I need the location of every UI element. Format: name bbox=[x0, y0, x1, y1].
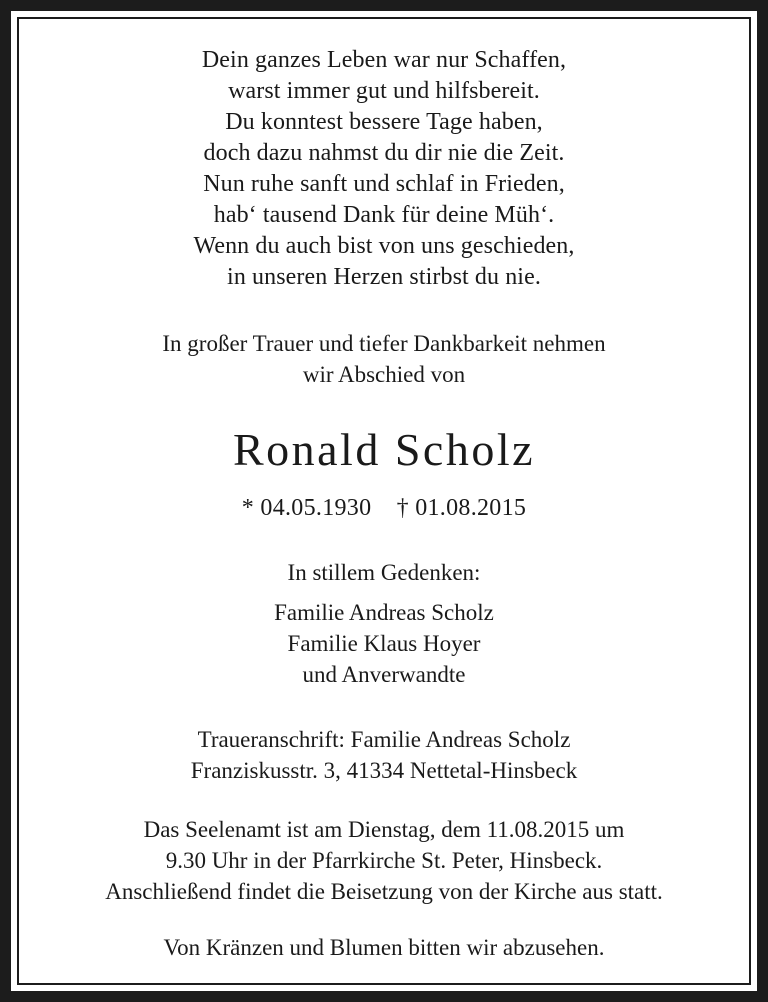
address-line: Franziskusstr. 3, 41334 Nettetal-Hinsbeck bbox=[190, 758, 578, 784]
poem-line: Du konntest bessere Tage haben, bbox=[225, 109, 543, 135]
mourner-line: Familie Andreas Scholz bbox=[274, 599, 494, 625]
mourner-line: und Anverwandte bbox=[302, 661, 466, 687]
condolence-address bbox=[191, 724, 577, 786]
funeral-service-details bbox=[105, 814, 663, 907]
mourning-intro bbox=[162, 328, 605, 390]
life-dates: * 04.05.1930 † 01.08.2015 bbox=[241, 495, 527, 522]
poem-line: doch dazu nahmst du dir nie die Zeit. bbox=[203, 140, 565, 166]
intro-line: wir Abschied von bbox=[302, 362, 466, 387]
address-line: Traueranschrift: Familie Andreas Scholz bbox=[197, 727, 571, 753]
poem-line: in unseren Herzen stirbst du nie. bbox=[227, 264, 541, 290]
poem-line: Nun ruhe sanft und schlaf in Frieden, bbox=[203, 171, 565, 197]
mourners-list bbox=[274, 597, 494, 690]
flowers-request: Von Kränzen und Blumen bitten wir abzusehen. bbox=[163, 934, 605, 960]
service-line: 9.30 Uhr in der Pfarrkirche St. Peter, Hinsbeck. bbox=[165, 848, 603, 874]
mourner-line: Familie Klaus Hoyer bbox=[287, 630, 481, 656]
poem-line: warst immer gut und hilfsbereit. bbox=[228, 78, 540, 104]
remembrance-heading: In stillem Gedenken: bbox=[287, 559, 481, 585]
memorial-poem bbox=[193, 45, 574, 293]
deceased-name: Ronald Scholz bbox=[232, 424, 536, 476]
notice-content bbox=[19, 19, 749, 983]
service-line: Anschließend findet die Beisetzung von der Kirche aus statt. bbox=[105, 879, 663, 905]
poem-line: Wenn du auch bist von uns geschieden, bbox=[193, 233, 575, 259]
service-line: Das Seelenamt ist am Dienstag, dem 11.08.2015 um bbox=[143, 817, 625, 843]
inner-border-frame bbox=[17, 17, 751, 985]
intro-line: In großer Trauer und tiefer Dankbarkeit nehmen bbox=[162, 331, 606, 356]
poem-line: Dein ganzes Leben war nur Schaffen, bbox=[201, 47, 567, 73]
poem-line: hab‘ tausend Dank für deine Müh‘. bbox=[213, 202, 555, 228]
